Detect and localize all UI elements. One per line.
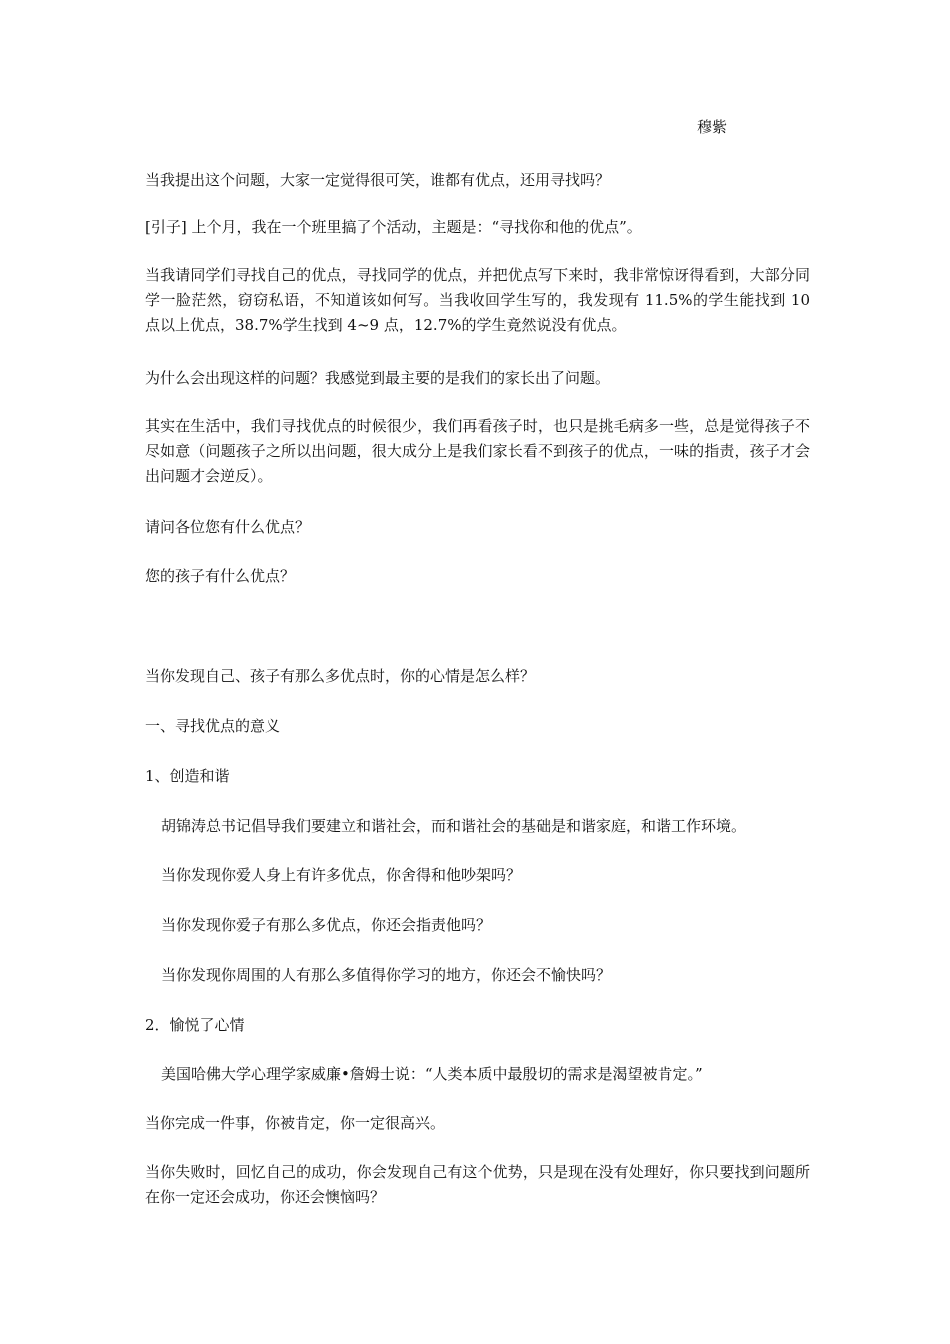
subheading-create-harmony: 1、创造和谐 [145,767,230,785]
section-heading-meaning: 一、寻找优点的意义 [145,717,281,735]
paragraph-daily-life: 其实在生活中，我们寻找优点的时候很少，我们再看孩子时，也只是挑毛病多一些，总是觉得孩子不尽如意（问题孩子之所以出问题，很大成分上是我们家长看不到孩子的优点，一味的指责，孩子才会出问题才会逆反）。 [145,417,810,485]
paragraph-survey-result: 当我请同学们寻找自己的优点，寻找同学的优点，并把优点写下来时，我非常惊讶得看到，大部分同学一脸茫然，窃窃私语，不知道该如何写。当我收回学生写的，我发现有 11.5%的学生能找到 10 点以上优点，38.7%学生找到 4~9 点，12.7%的学生竟然说没有优点。 [145,266,810,334]
paragraph-introduction: [引子] 上个月，我在一个班里搞了个活动，主题是：“寻找你和他的优点”。 [145,218,642,236]
paragraph-question-parents: 请问各位您有什么优点？ [145,518,311,536]
paragraph-problem-question: 为什么会出现这样的问题？我感觉到最主要的是我们的家长出了问题。 [145,369,611,387]
paragraph-intro-question: 当我提出这个问题，大家一定觉得很可笑，谁都有优点，还用寻找吗？ [145,171,611,189]
paragraph-child-question: 当你发现你爱子有那么多优点，你还会指责他吗？ [161,916,492,934]
author-name: 穆紫 [697,118,728,136]
paragraph-question-children: 您的孩子有什么优点？ [145,567,296,585]
paragraph-harmony-society: 胡锦涛总书记倡导我们要建立和谐社会，而和谐社会的基础是和谐家庭，和谐工作环境。 [161,817,747,835]
paragraph-feeling-question: 当你发现自己、孩子有那么多优点时，你的心情是怎么样？ [145,667,536,685]
paragraph-failure-success: 当你失败时，回忆自己的成功，你会发现自己有这个优势，只是现在没有处理好，你只要找到问题所在你一定还会成功，你还会懊恼吗？ [145,1163,810,1206]
paragraph-spouse-question: 当你发现你爱人身上有许多优点，你舍得和他吵架吗？ [161,866,522,884]
paragraph-people-question: 当你发现你周围的人有那么多值得你学习的地方，你还会不愉快吗？ [161,966,612,984]
paragraph-james-quote: 美国哈佛大学心理学家威廉•詹姆士说：“人类本质中最殷切的需求是渴望被肯定。” [161,1065,703,1083]
subheading-pleasant-mood: 2．愉悦了心情 [145,1016,245,1034]
paragraph-affirmation: 当你完成一件事，你被肯定，你一定很高兴。 [145,1114,446,1132]
